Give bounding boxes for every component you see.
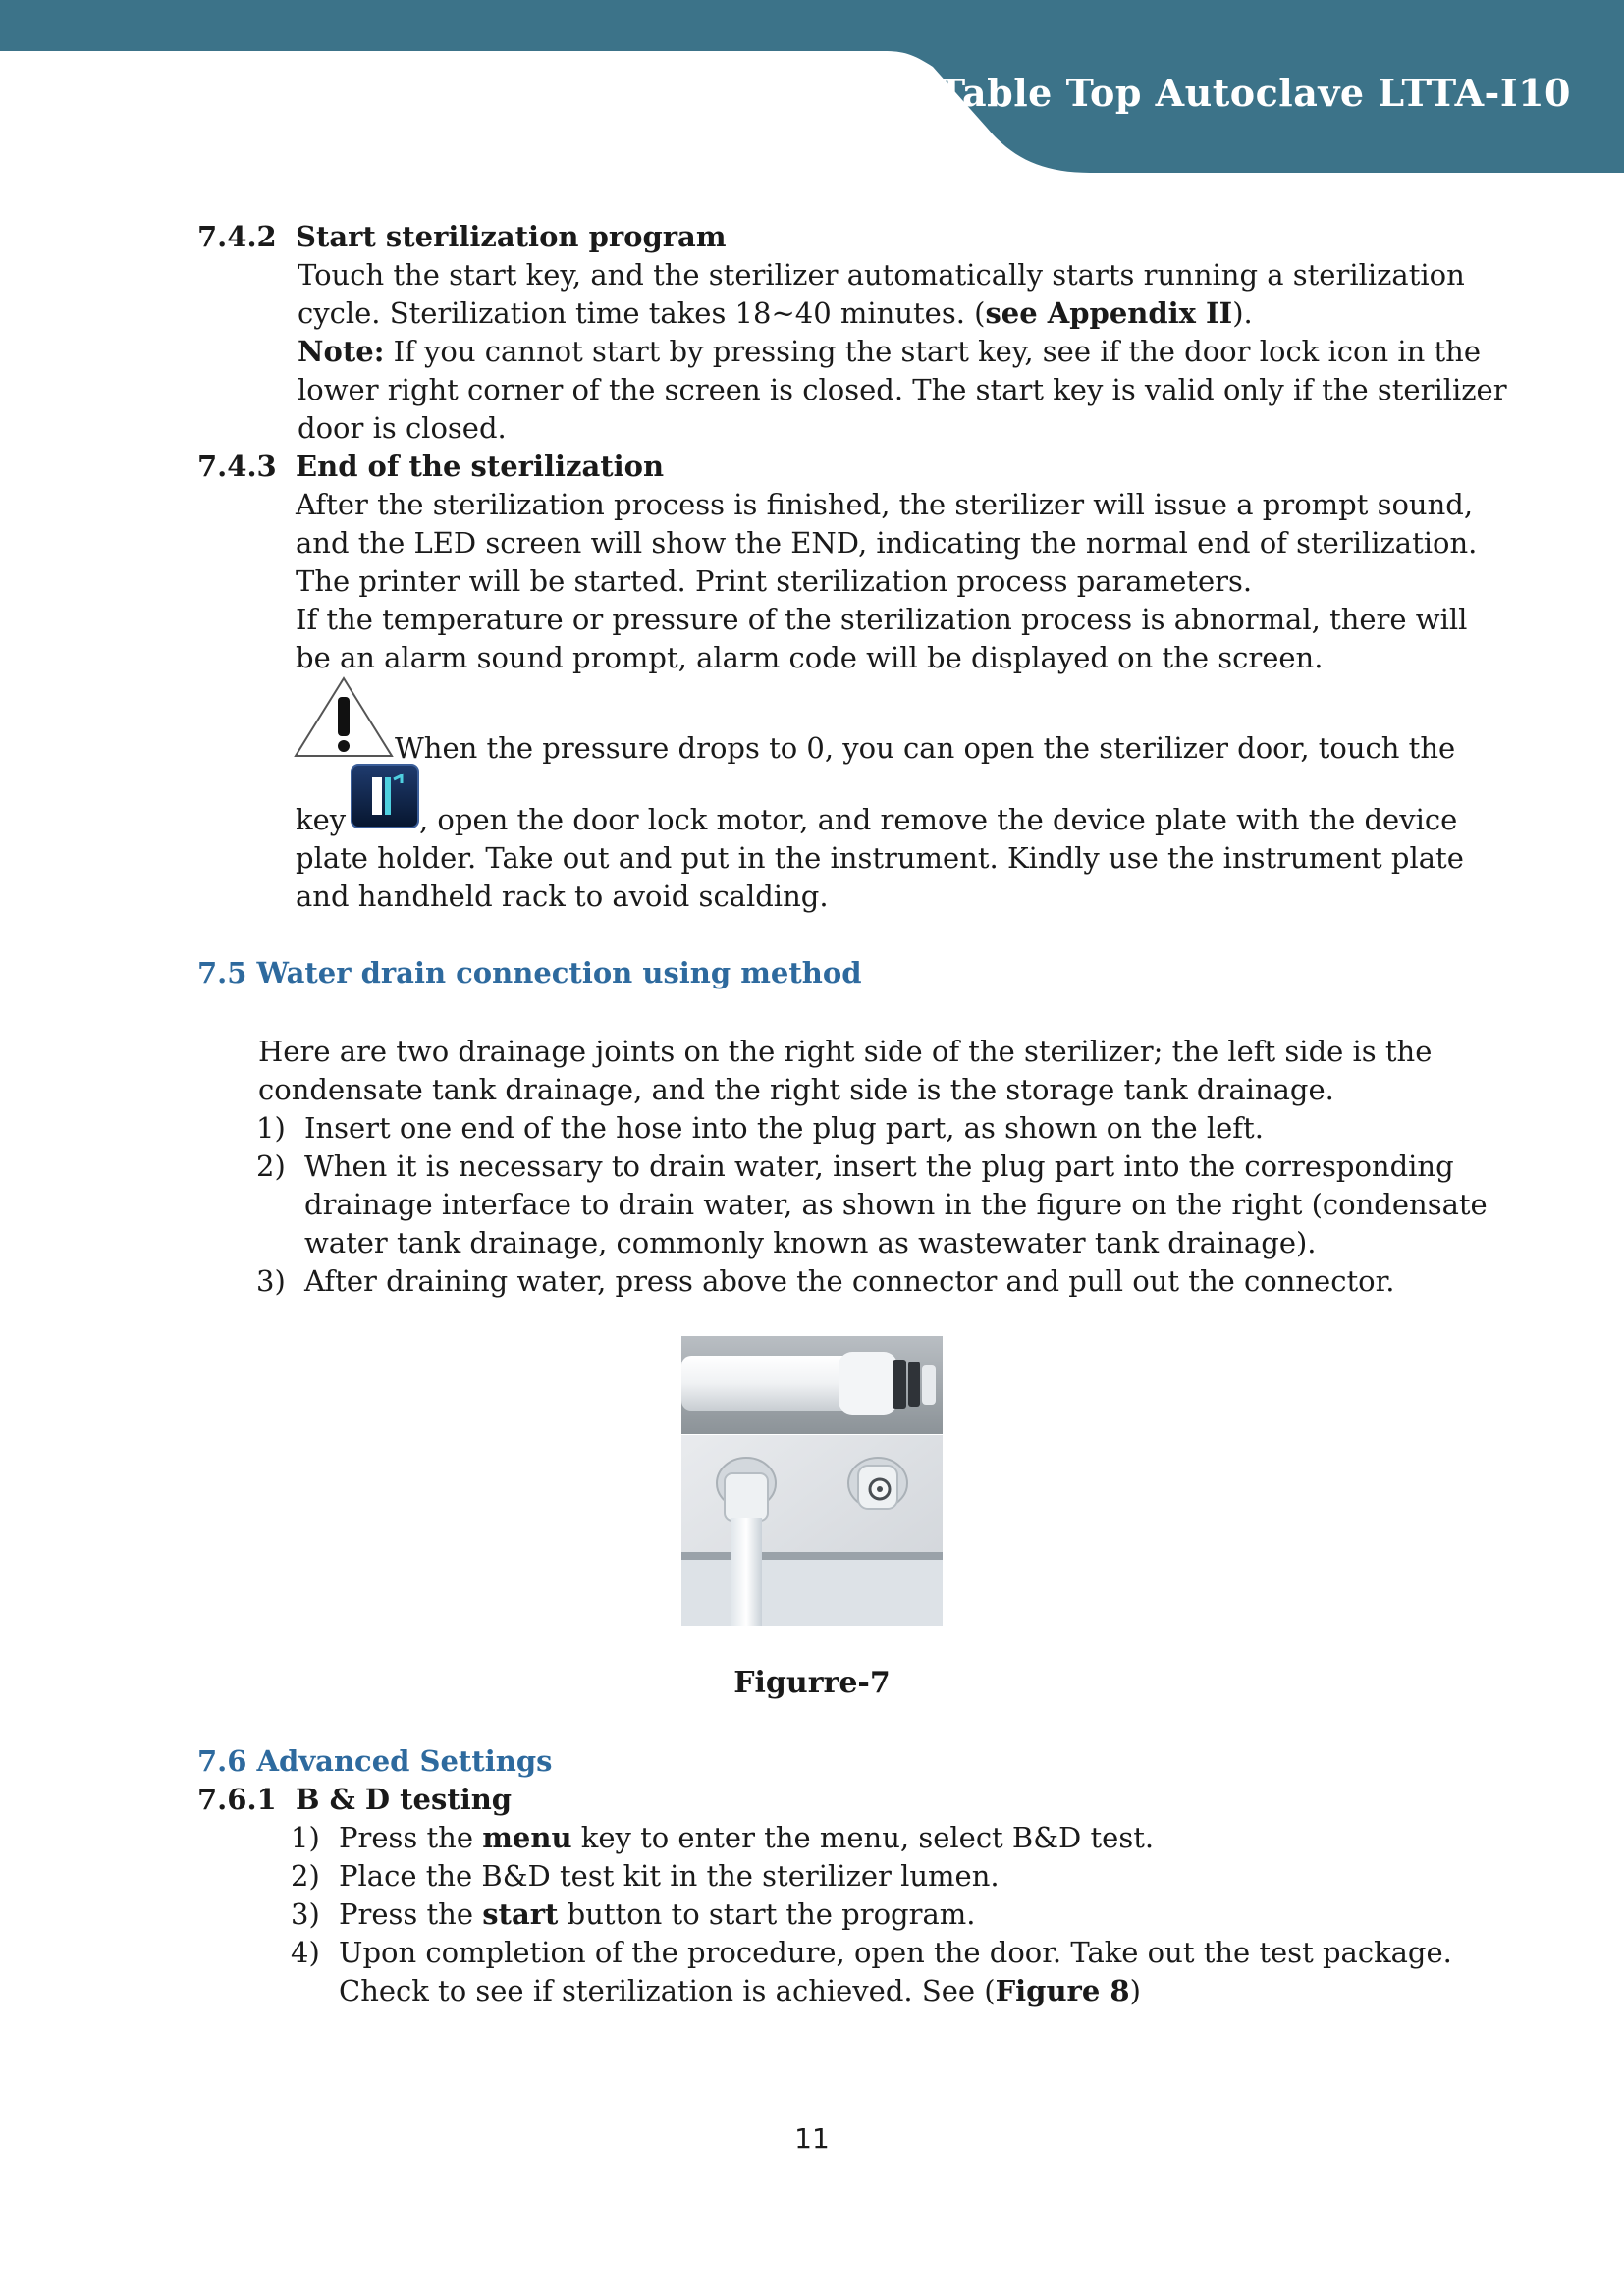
paragraph-line: Here are two drainage joints on the right side of the sterilizer; the left side is the: [258, 1035, 1433, 1068]
list-item: Upon completion of the procedure, open the door. Take out the test package.: [339, 1936, 1452, 1969]
list-item: Press the menu key to enter the menu, select B&D test.: [339, 1821, 1155, 1854]
list-number: 1): [256, 1111, 286, 1145]
paragraph-line: , open the door lock motor, and remove the device plate with the device: [419, 803, 1458, 836]
list-number: 2): [291, 1859, 320, 1893]
list-item: After draining water, press above the connector and pull out the connector.: [304, 1264, 1395, 1298]
section-heading-742: Start sterilization program: [296, 220, 727, 253]
section-number-761: 7.6.1: [197, 1783, 277, 1816]
list-item: drainage interface to drain water, as shown in the figure on the right (condensate: [304, 1188, 1488, 1221]
list-item: water tank drainage, commonly known as wastewater tank drainage).: [304, 1226, 1317, 1259]
appendix-reference: see Appendix II: [985, 296, 1233, 330]
list-number: 3): [291, 1897, 320, 1931]
section-heading-76: 7.6 Advanced Settings: [197, 1744, 553, 1778]
list-item: Insert one end of the hose into the plug part, as shown on the left.: [304, 1111, 1264, 1145]
paragraph-line: Touch the start key, and the sterilizer automatically starts running a sterilization: [298, 258, 1465, 292]
figure-caption: Figurre-7: [733, 1666, 891, 1700]
section-number-742: 7.4.2: [197, 220, 277, 253]
section-heading-743: End of the sterilization: [296, 450, 665, 483]
paragraph-line: and the LED screen will show the END, indicating the normal end of sterilization.: [296, 526, 1478, 560]
list-item: Press the start button to start the program.: [339, 1897, 976, 1931]
paragraph-line: be an alarm sound prompt, alarm code will be displayed on the screen.: [296, 641, 1324, 674]
door-lock-key-icon: [351, 764, 419, 828]
section-heading-75: 7.5 Water drain connection using method: [197, 956, 862, 989]
paragraph-line: If the temperature or pressure of the sterilization process is abnormal, there will: [296, 603, 1468, 636]
paragraph-line: After the sterilization process is finished, the sterilizer will issue a prompt sound,: [296, 488, 1474, 521]
note-label: Note:: [298, 335, 385, 368]
paragraph-line: plate holder. Take out and put in the instrument. Kindly use the instrument plate: [296, 841, 1464, 875]
paragraph-line: condensate tank drainage, and the right side is the storage tank drainage.: [258, 1073, 1334, 1106]
document-title: Table Top Autoclave LTTA-I10: [937, 71, 1571, 115]
menu-keyword: menu: [482, 1821, 572, 1854]
warning-triangle-icon: [293, 675, 395, 760]
list-number: 1): [291, 1821, 320, 1854]
paragraph-line: The printer will be started. Print sterilization process parameters.: [296, 564, 1253, 598]
warning-text: When the pressure drops to 0, you can open the sterilizer door, touch the: [395, 731, 1456, 765]
note-line: lower right corner of the screen is closed. The start key is valid only if the sterilizer: [298, 373, 1507, 406]
list-item: Place the B&D test kit in the sterilizer lumen.: [339, 1859, 1000, 1893]
list-item: Check to see if sterilization is achieved. See (Figure 8): [339, 1974, 1141, 2007]
note-line: Note: If you cannot start by pressing the start key, see if the door lock icon in the: [298, 335, 1482, 368]
list-item: When it is necessary to drain water, insert the plug part into the corresponding: [304, 1149, 1454, 1183]
drain-connector-photo: [681, 1336, 943, 1626]
figure-reference: Figure 8: [995, 1974, 1130, 2007]
list-number: 2): [256, 1149, 286, 1183]
section-number-743: 7.4.3: [197, 450, 277, 483]
note-line: door is closed.: [298, 411, 507, 445]
paragraph-line: cycle. Sterilization time takes 18~40 minutes. (see Appendix II).: [298, 296, 1253, 330]
paragraph-line: and handheld rack to avoid scalding.: [296, 880, 829, 913]
start-keyword: start: [482, 1897, 559, 1931]
page-number: 11: [794, 2122, 830, 2155]
paragraph-line: key: [296, 803, 347, 836]
section-heading-761: B & D testing: [296, 1783, 513, 1816]
list-number: 3): [256, 1264, 286, 1298]
list-number: 4): [291, 1936, 320, 1969]
